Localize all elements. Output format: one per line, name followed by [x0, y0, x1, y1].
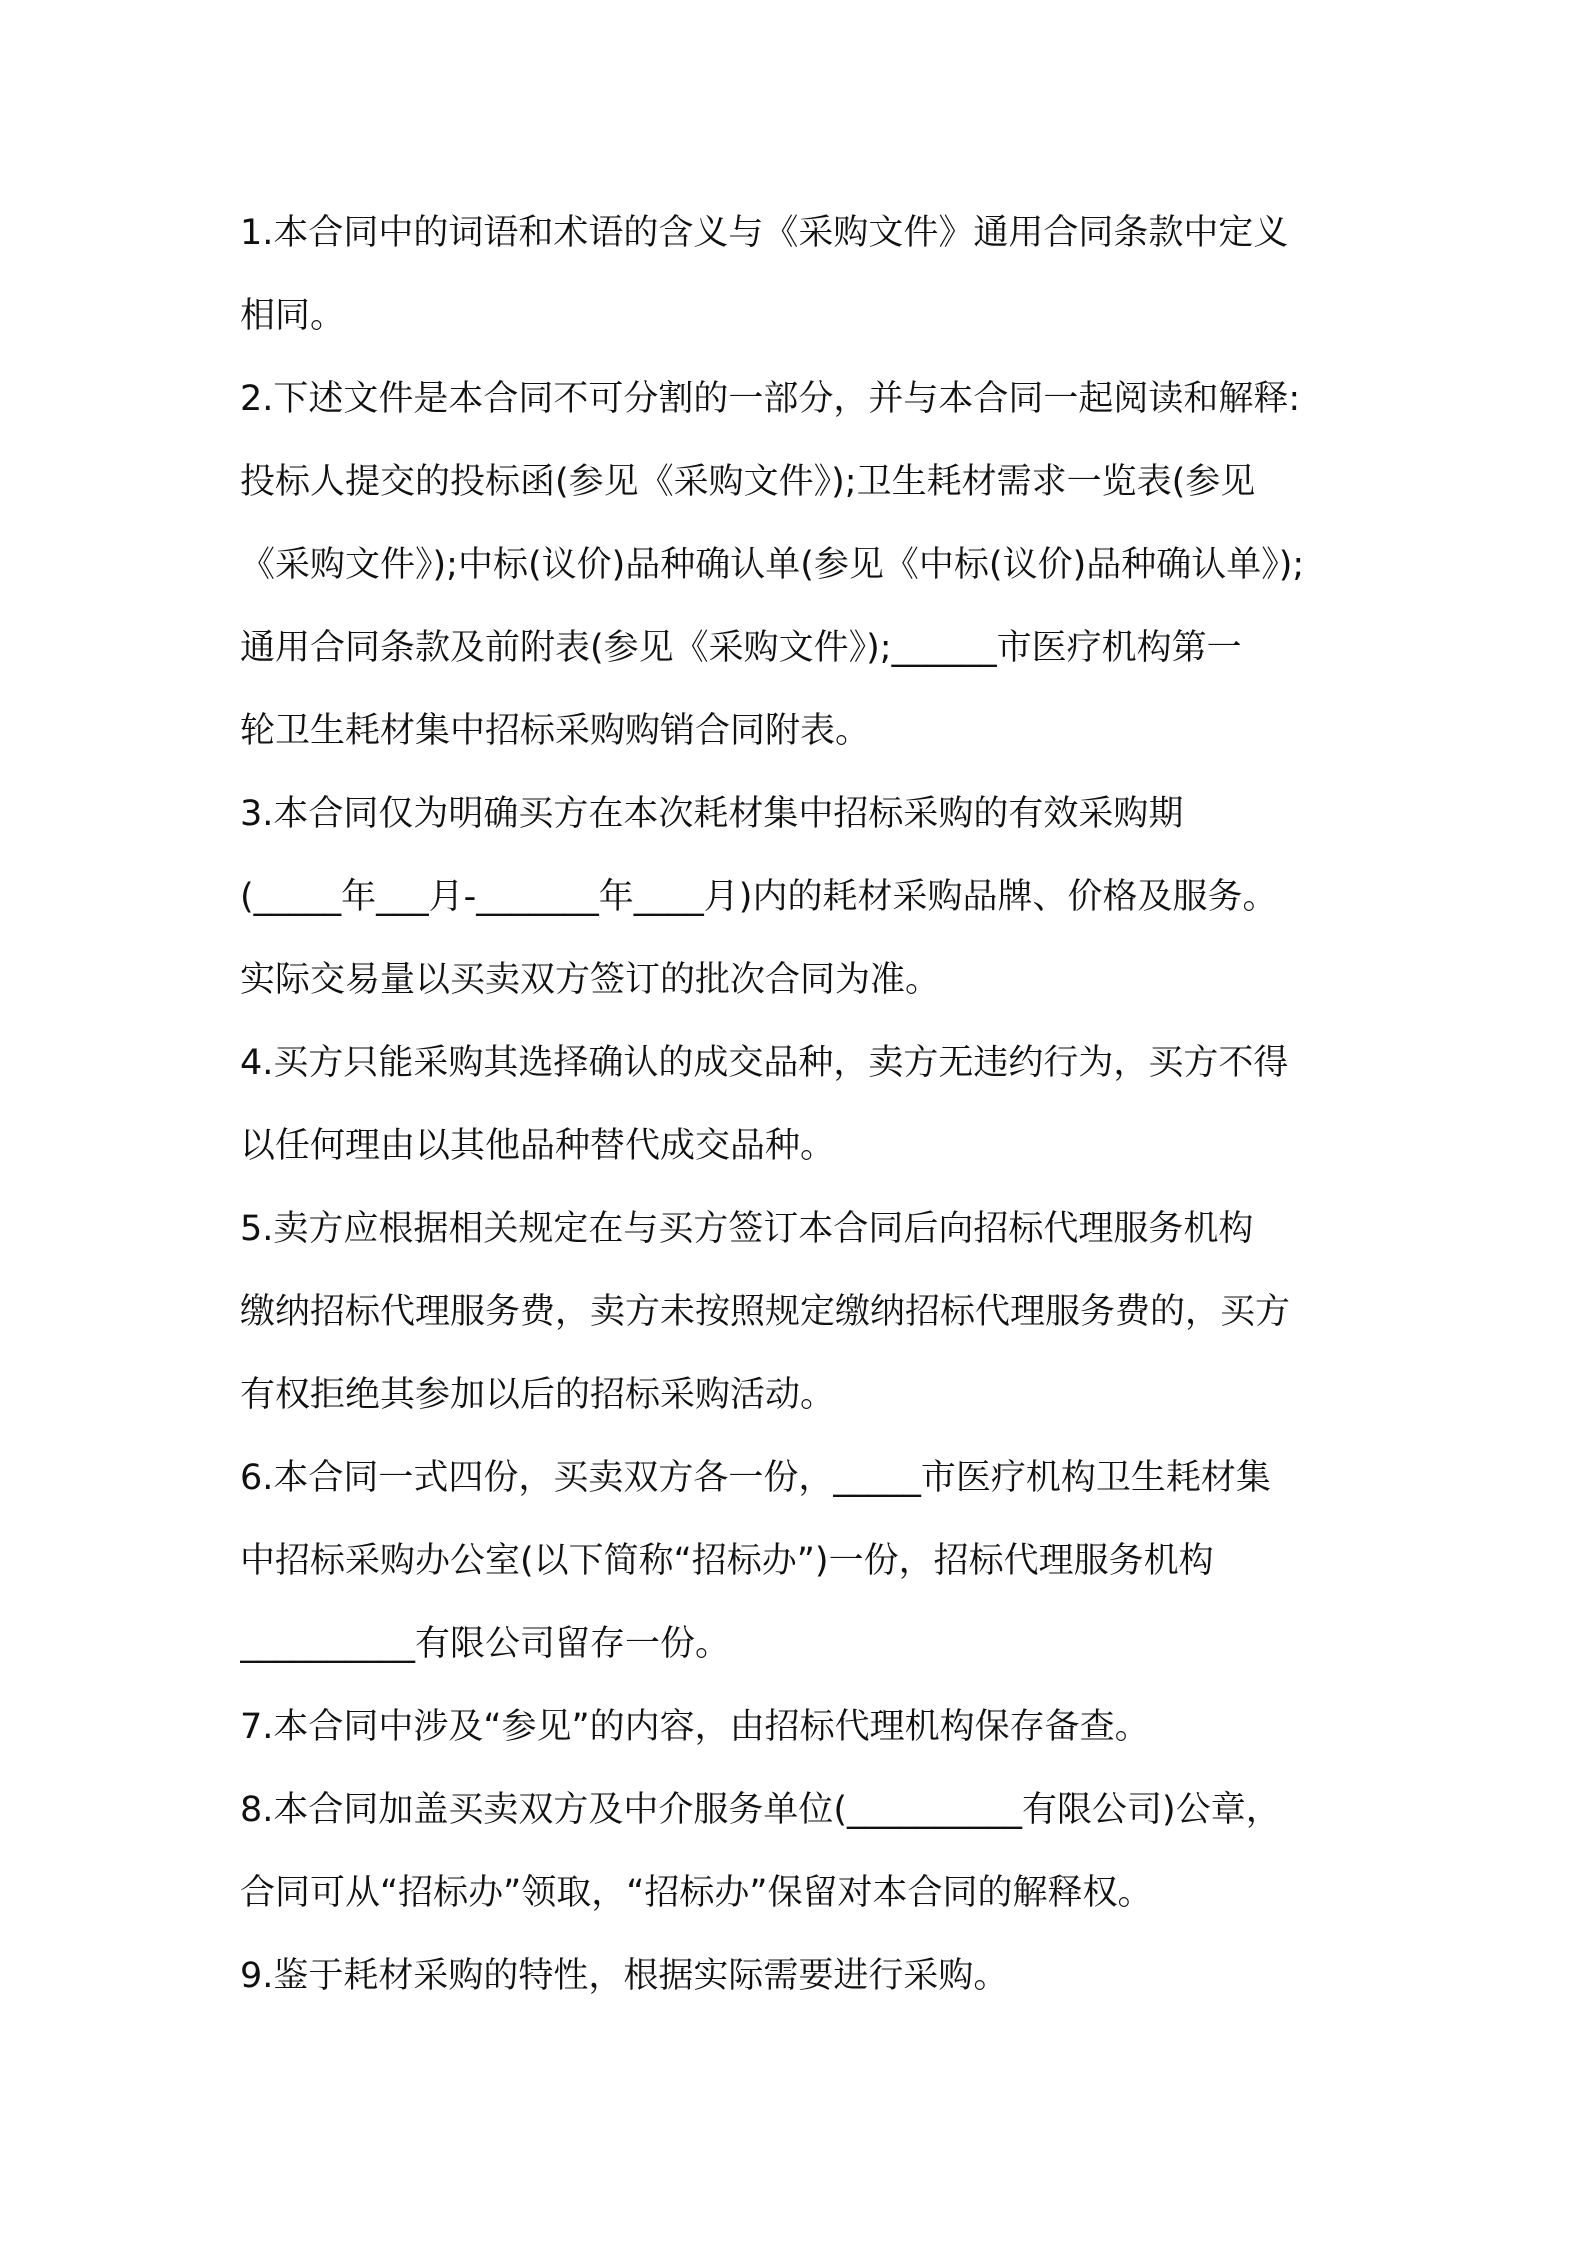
clause-7-line-1: 7.本合同中涉及“参见”的内容，由招标代理机构保存备查。 — [240, 1707, 1150, 1747]
clause-2-line-3: 《采购文件》);中标(议价)品种确认单(参见《中标(议价)品种确认单》); — [240, 545, 1305, 585]
clause-3-line-3: 实际交易量以买卖双方签订的批次合同为准。 — [240, 960, 941, 1000]
clause-2-line-5: 轮卫生耗材集中招标采购购销合同附表。 — [240, 711, 871, 751]
clause-8-line-2: 合同可从“招标办”领取，“招标办”保留对本合同的解释权。 — [240, 1873, 1153, 1913]
contract-clauses — [240, 192, 1350, 2018]
clause-2-line-4: 通用合同条款及前附表(参见《采购文件》);______市医疗机构第一 — [240, 628, 1242, 668]
clause-2-line-2: 投标人提交的投标函(参见《采购文件》);卫生耗材需求一览表(参见 — [240, 462, 1256, 502]
clause-1-line-2: 相同。 — [240, 296, 346, 336]
clause-6-line-2: 中招标采购办公室(以下简称“招标办”)一份，招标代理服务机构 — [240, 1541, 1214, 1581]
clause-5-line-2: 缴纳招标代理服务费，卖方未按照规定缴纳招标代理服务费的，买方 — [240, 1292, 1291, 1332]
clause-3-line-2: (_____年___月-_______年____月)内的耗材采购品牌、价格及服务。 — [240, 877, 1278, 917]
clause-8-line-1: 8.本合同加盖买卖双方及中介服务单位(__________有限公司)公章， — [240, 1790, 1281, 1830]
clause-4-line-2: 以任何理由以其他品种替代成交品种。 — [240, 1126, 836, 1166]
clause-6-line-1: 6.本合同一式四份，买卖双方各一份，_____市医疗机构卫生耗材集 — [240, 1458, 1271, 1498]
clause-5-line-1: 5.卖方应根据相关规定在与买方签订本合同后向招标代理服务机构 — [240, 1209, 1254, 1249]
clause-5-line-3: 有权拒绝其参加以后的招标采购活动。 — [240, 1375, 836, 1415]
clause-1-line-1: 1.本合同中的词语和术语的含义与《采购文件》通用合同条款中定义 — [240, 213, 1289, 253]
clause-9-line-1: 9.鉴于耗材采购的特性，根据实际需要进行采购。 — [240, 1956, 1009, 1996]
clause-3-line-1: 3.本合同仅为明确买方在本次耗材集中招标采购的有效采购期 — [240, 794, 1184, 834]
clause-2-line-1: 2.下述文件是本合同不可分割的一部分，并与本合同一起阅读和解释: — [240, 379, 1301, 419]
clause-4-line-1: 4.买方只能采购其选择确认的成交品种，卖方无违约行为，买方不得 — [240, 1043, 1289, 1083]
clause-6-line-3: __________有限公司留存一份。 — [240, 1624, 731, 1664]
